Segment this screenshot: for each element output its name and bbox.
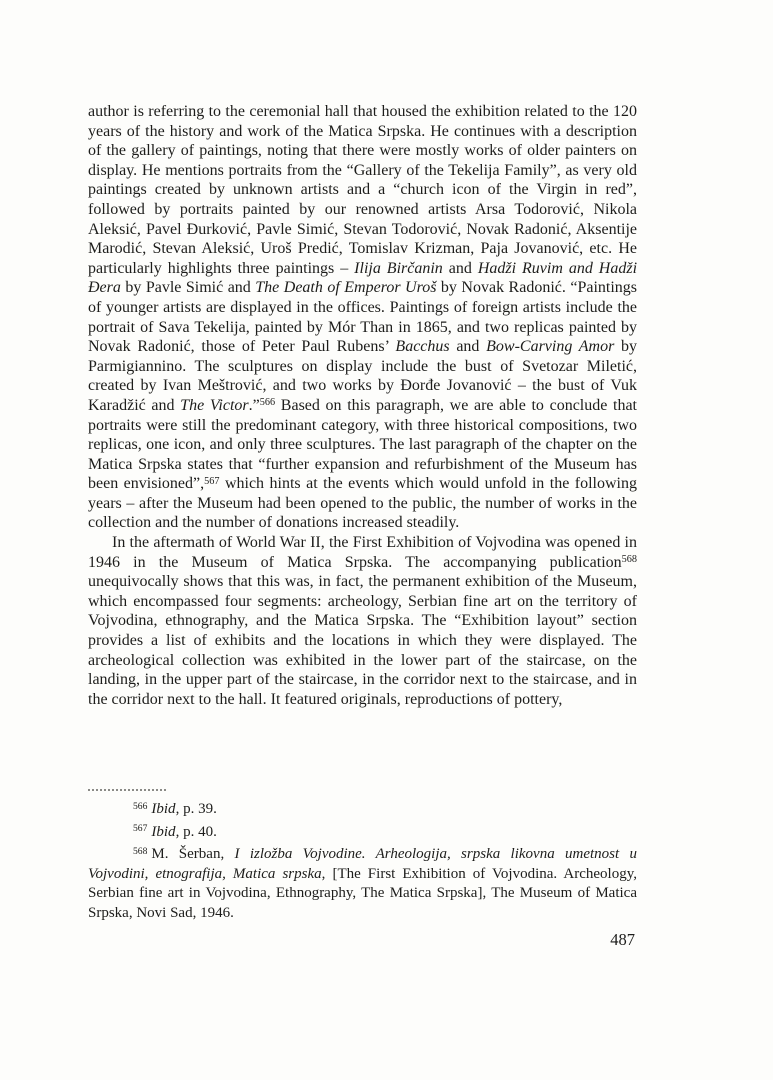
paragraph-1: author is referring to the ceremonial hall that housed the exhibition related to the 120 years of the history and work of the Matica Srpska. He continues with a description of the gallery of paintings, noting that there were mostly works of older painters on display. He mentions portraits from the “Gallery of the Tekelija Family”, as very old paintings created by unknown artists and a “church icon of the Virgin in red”, followed by portraits painted by our renowned artists Arsa Todorović, Nikola Aleksić, Pavel Đurković, Pavle Simić, Stevan Todorović, Novak Radonić, Aksentije Marodić, Stevan Aleksić, Uroš Predić, Tomislav Krizman, Paja Jovanović, etc. He particularly highlights three paintings – Ilija Birčanin and Hadži Ruvim and Hadži Đera by Pavle Simić and The Death of Emperor Uroš by Novak Radonić. “Paintings of younger artists are displayed in the offices. Paintings of foreign artists include the portrait of Sava Tekelija, painted by Mór Than in 1865, and two replicas painted by Novak Radonić, those of Peter Paul Rubens’ Bacchus and Bow-Carving Amor by Parmigiannino. The sculptures on display include the bust of Svetozar Miletić, created by Ivan Meštrović, and two works by Đorđe Jovanović – the bust of Vuk Karadžić and The Victor.”$^{566}$ Based on this paragraph, we are able to conclude that portraits were still the predominant category, with three historical compositions, two replicas, one icon, and only three sculptures. The last paragraph of the chapter on the Matica Srpska states that “further expansion and refurbishment of the Museum has been envisioned”,$^{567}$ which hints at the events which would unfold in the following years – after the Museum had been opened to the public, the number of works in the collection and the number of donations increased steadily. xyxy=(88,103,638,532)
footnotes-section xyxy=(88,789,637,926)
footnote-text: Ibid, p. 39. xyxy=(151,801,217,817)
footnote-566 xyxy=(88,800,637,820)
body-text xyxy=(88,102,637,709)
footnote-567 xyxy=(88,823,637,843)
page-number: 487 xyxy=(610,930,635,949)
footnote-marker: 568 xyxy=(133,845,148,857)
footnote-marker: 566 xyxy=(133,800,148,812)
paragraph-2: In the aftermath of World War II, the First Exhibition of Vojvodina was opened in 1946 in the Museum of Matica Srpska. The accompanying publication$^{568}$ unequivocally shows that this was, in fact, the permanent exhibition of the Museum, which encompassed four segments: archeology, Serbian fine art on the territory of Vojvodina, ethnography, and the Matica Srpska. The “Exhibition layout” section provides a list of exhibits and the locations in which they were displayed. The archeological collection was exhibited in the lower part of the staircase, on the landing, in the upper part of the staircase, in the corridor next to the staircase, and in the corridor next to the hall. It featured originals, reproductions of pottery, xyxy=(88,534,637,708)
footnote-568 xyxy=(88,845,637,923)
footnote-text: M. Šerban, I izložba Vojvodine. Arheologija, srpska likovna umetnost u Vojvodini, etnografija, Matica srpska, [The First Exhibition of Vojvodina. Archeology, Serbian fine art in Vojvodina, Ethnography, The Matica Srpska], The Museum of Matica Srpska, Novi Sad, 1946. xyxy=(88,846,637,921)
footnote-marker: 567 xyxy=(133,823,148,835)
footnote-text: Ibid, p. 40. xyxy=(151,823,217,840)
footnote-separator xyxy=(88,789,166,791)
